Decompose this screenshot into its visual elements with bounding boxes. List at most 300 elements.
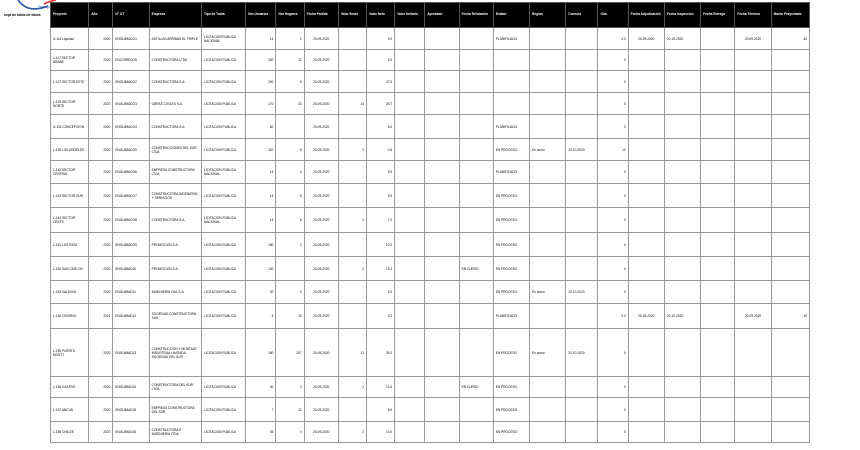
table-cell: LICITACION PUBLICA NACIONAL xyxy=(201,208,245,233)
column-header[interactable]: Obs. xyxy=(598,3,628,28)
table-cell: CONSTRUCTORA LTDA xyxy=(149,50,201,71)
table-cell xyxy=(701,304,735,329)
table-cell xyxy=(395,398,425,422)
table-cell xyxy=(701,50,735,71)
table-row[interactable] xyxy=(51,139,810,161)
table-row[interactable] xyxy=(51,281,810,304)
table-cell xyxy=(530,50,566,71)
table-cell: 0.2 xyxy=(367,304,395,329)
table-cell xyxy=(395,208,425,233)
table-row[interactable] xyxy=(51,50,810,71)
table-cell xyxy=(425,115,459,139)
table-cell xyxy=(771,281,809,304)
table-cell: 20-09-2020 xyxy=(628,28,664,50)
table-cell xyxy=(459,139,493,161)
table-cell: 2020 xyxy=(89,139,113,161)
table-cell: 2 xyxy=(276,28,304,50)
table-cell xyxy=(459,208,493,233)
table-cell xyxy=(628,233,664,257)
table-cell: 4.0 xyxy=(367,50,395,71)
column-header[interactable]: Fecha Inspección xyxy=(664,3,700,28)
table-cell: 2020 xyxy=(89,377,113,398)
table-cell xyxy=(395,377,425,398)
table-cell xyxy=(566,257,598,281)
table-cell: L-155 PUERTO MONTT xyxy=(51,329,89,377)
table-cell xyxy=(395,184,425,208)
table-cell xyxy=(459,329,493,377)
table-cell xyxy=(425,377,459,398)
table-cell xyxy=(566,93,598,115)
table-cell xyxy=(771,184,809,208)
table-cell: 2020 xyxy=(89,184,113,208)
table-cell xyxy=(664,161,700,184)
table-cell xyxy=(425,139,459,161)
table-cell: SOCIEDAD CONSTRUCTORA SUR xyxy=(149,304,201,329)
column-header[interactable]: Región xyxy=(530,3,566,28)
column-header[interactable]: Fecha Partida xyxy=(304,3,338,28)
table-cell xyxy=(425,184,459,208)
table-cell: 20-09-2020 xyxy=(735,304,771,329)
table-cell xyxy=(530,184,566,208)
table-cell xyxy=(664,422,700,443)
table-cell: EMPRESA CONSTRUCTORA DEL SUR xyxy=(149,398,201,422)
table-cell: 9.0 xyxy=(367,184,395,208)
table-row[interactable] xyxy=(51,184,810,208)
table-cell: LICITACION PUBLICA xyxy=(201,184,245,208)
table-cell: ENGUIMADO4 xyxy=(113,115,149,139)
table-cell xyxy=(566,304,598,329)
table-cell: 20-09-2020 xyxy=(304,281,338,304)
table-row[interactable] xyxy=(51,208,810,233)
table-row[interactable] xyxy=(51,161,810,184)
table-cell xyxy=(566,208,598,233)
table-cell xyxy=(530,233,566,257)
table-cell: EN CURSO xyxy=(459,257,493,281)
table-cell xyxy=(664,139,700,161)
table-cell xyxy=(701,71,735,93)
table-cell: LICITACION PUBLICA xyxy=(201,139,245,161)
table-cell: 2020 xyxy=(89,257,113,281)
table-cell: EN PROCESO xyxy=(493,208,529,233)
table-cell: 5 xyxy=(276,184,304,208)
table-cell: PROMOCION S.A. xyxy=(149,257,201,281)
table-cell: 9.0 xyxy=(367,28,395,50)
table-cell xyxy=(701,233,735,257)
table-cell: LICITACION PUBLICA NACIONAL xyxy=(201,161,245,184)
table-cell xyxy=(395,115,425,139)
table-cell xyxy=(771,257,809,281)
table-cell: 20-09-2020 xyxy=(304,71,338,93)
table-cell: 2020 xyxy=(89,161,113,184)
table-cell: ENGUIMADO7 xyxy=(113,184,149,208)
table-cell: 0 xyxy=(598,208,628,233)
column-header[interactable]: Valor Neto xyxy=(367,3,395,28)
table-cell xyxy=(566,28,598,50)
column-header[interactable]: Valor Unitario xyxy=(395,3,425,28)
table-cell: ENGUIMADO1 xyxy=(113,28,149,50)
table-cell: 20-09-2020 xyxy=(304,161,338,184)
column-header[interactable]: Fecha Refutación xyxy=(459,3,493,28)
table-cell: 2020 xyxy=(89,93,113,115)
table-cell: ENGUIMAD14 xyxy=(113,377,149,398)
table-row[interactable] xyxy=(51,398,810,422)
table-cell: 0 xyxy=(598,398,628,422)
table-cell xyxy=(771,329,809,377)
table-cell: ENGUIMAD11 xyxy=(113,281,149,304)
table-cell: PLANIFICADO xyxy=(493,304,529,329)
table-cell: ENGUIMADO8 xyxy=(113,208,149,233)
table-cell xyxy=(395,139,425,161)
table-cell: PLANIFICADO xyxy=(493,28,529,50)
table-cell: 20-09-2020 xyxy=(304,422,338,443)
table-cell: PLANIFICADO xyxy=(493,115,529,139)
table-cell: ENGUIMAD16 xyxy=(113,422,149,443)
table-cell: 7 xyxy=(246,398,276,422)
table-cell xyxy=(338,398,366,422)
table-cell xyxy=(735,257,771,281)
table-cell: 12 xyxy=(276,398,304,422)
table-cell xyxy=(664,115,700,139)
table-cell: INGENIERIA VIAL S.A. xyxy=(149,281,201,304)
table-cell xyxy=(566,115,598,139)
table-cell xyxy=(338,281,366,304)
table-cell: 19.2 xyxy=(367,257,395,281)
data-table xyxy=(50,2,810,443)
table-cell xyxy=(425,93,459,115)
table-cell: LICITACION PUBLICA xyxy=(201,422,245,443)
table-row[interactable] xyxy=(51,304,810,329)
table-row[interactable] xyxy=(51,257,810,281)
column-header[interactable]: Monto Proyectado xyxy=(771,3,809,28)
table-cell: EN PROCESO xyxy=(493,398,529,422)
table-cell: 13.0 xyxy=(367,422,395,443)
table-cell: ENGUIMADO2 xyxy=(113,71,149,93)
table-row[interactable] xyxy=(51,28,810,50)
table-cell xyxy=(425,304,459,329)
table-cell: 2020 xyxy=(89,115,113,139)
table-cell: L-158 CHILOE xyxy=(51,422,89,443)
table-cell: L-153 VALDIVIA xyxy=(51,281,89,304)
table-cell xyxy=(530,304,566,329)
column-header[interactable]: Nro Hogares xyxy=(276,3,304,28)
table-cell xyxy=(395,50,425,71)
table-cell: L-127 SECTOR ESTE xyxy=(51,71,89,93)
table-cell: LICITACION PUBLICA xyxy=(201,398,245,422)
table-cell: 2 xyxy=(338,208,366,233)
table-cell: 170 xyxy=(246,93,276,115)
table-cell xyxy=(566,377,598,398)
table-cell: LICITACION PUBLICA xyxy=(201,281,245,304)
table-cell: 12 xyxy=(276,50,304,71)
table-cell xyxy=(530,28,566,50)
table-cell: LICITACION PUBLICA xyxy=(201,115,245,139)
column-header[interactable]: Año xyxy=(89,3,113,28)
table-cell: 2020 xyxy=(89,329,113,377)
table-cell xyxy=(459,233,493,257)
table-cell: 14 xyxy=(246,28,276,50)
table-cell xyxy=(664,257,700,281)
table-cell: LICITACION PUBLICA xyxy=(201,50,245,71)
table-cell: 2 xyxy=(338,139,366,161)
table-cell: ASTILLAS ARRIBAS EL TRIPLE xyxy=(149,28,201,50)
table-cell xyxy=(701,93,735,115)
table-cell xyxy=(628,139,664,161)
table-cell xyxy=(530,93,566,115)
table-cell: LICITACION PUBLICA xyxy=(201,257,245,281)
table-cell: 4.0 xyxy=(367,281,395,304)
table-cell: En curso xyxy=(530,329,566,377)
table-cell xyxy=(701,28,735,50)
table-cell xyxy=(628,50,664,71)
table-cell xyxy=(628,208,664,233)
table-cell: 20-09-2020 xyxy=(304,304,338,329)
table-cell: 9 xyxy=(276,139,304,161)
table-cell: EN PROCESO xyxy=(493,281,529,304)
table-cell: L-151 LOS RIOS xyxy=(51,233,89,257)
table-cell xyxy=(735,115,771,139)
table-cell: EN PROCESO xyxy=(493,377,529,398)
table-cell xyxy=(395,281,425,304)
table-cell xyxy=(735,71,771,93)
table-cell: S-114 Liquidac xyxy=(51,28,89,50)
table-cell: EN PROCESO xyxy=(493,257,529,281)
table-cell: 39.2 xyxy=(367,329,395,377)
table-cell: EN PROCESO xyxy=(493,233,529,257)
column-header[interactable]: Tipo de Traba xyxy=(201,3,245,28)
table-cell: 20-10-2020 xyxy=(566,281,598,304)
table-cell: L-152 SAN CARLOS xyxy=(51,257,89,281)
table-cell xyxy=(338,184,366,208)
table-cell: 2020 xyxy=(89,233,113,257)
table-cell: 4 xyxy=(246,304,276,329)
table-cell: 14 xyxy=(338,93,366,115)
table-cell xyxy=(735,281,771,304)
table-cell: ENGUIMAD15 xyxy=(113,398,149,422)
table-cell: 0 xyxy=(598,50,628,71)
table-cell: 20-09-2020 xyxy=(628,304,664,329)
table-cell: S-134 CONCEPCION xyxy=(51,115,89,139)
table-cell xyxy=(566,233,598,257)
table-cell xyxy=(735,233,771,257)
table-cell: 4 xyxy=(276,161,304,184)
column-header[interactable]: Empresa xyxy=(149,3,201,28)
table-cell: EN PROCESO xyxy=(493,139,529,161)
table-cell xyxy=(771,208,809,233)
table-cell: 300 xyxy=(246,50,276,71)
table-cell xyxy=(425,71,459,93)
table-cell: L-142 SECTOR CENTRAL xyxy=(51,161,89,184)
table-cell xyxy=(493,71,529,93)
table-cell: 7.0 xyxy=(367,208,395,233)
table-cell: 150 xyxy=(246,329,276,377)
table-cell xyxy=(395,93,425,115)
table-row[interactable] xyxy=(51,422,810,443)
table-cell: En curso xyxy=(530,281,566,304)
table-cell xyxy=(735,208,771,233)
table-cell: OBRAS CIVILES S.A. xyxy=(149,93,201,115)
column-header[interactable]: Nro Usuarios xyxy=(246,3,276,28)
table-cell: ENGUIMAD10 xyxy=(113,257,149,281)
table-cell: 20-10-2020 xyxy=(664,28,700,50)
table-cell: 0 xyxy=(598,161,628,184)
table-cell xyxy=(459,398,493,422)
column-header[interactable]: N° OT xyxy=(113,3,149,28)
table-cell: 26.7 xyxy=(367,93,395,115)
table-cell: 0 xyxy=(598,71,628,93)
table-cell: 0 xyxy=(598,184,628,208)
table-cell xyxy=(459,93,493,115)
table-cell xyxy=(701,208,735,233)
table-cell xyxy=(459,115,493,139)
table-row[interactable] xyxy=(51,115,810,139)
table-cell xyxy=(628,161,664,184)
table-cell xyxy=(628,398,664,422)
table-cell xyxy=(701,281,735,304)
table-cell xyxy=(530,115,566,139)
column-header[interactable]: Estado xyxy=(493,3,529,28)
table-cell: EMPRESA CONSTRUCTORA LTDA xyxy=(149,161,201,184)
table-cell: L-157 ANCUD xyxy=(51,398,89,422)
table-row[interactable] xyxy=(51,233,810,257)
table-cell xyxy=(735,184,771,208)
table-cell: EN CURSO xyxy=(459,377,493,398)
table-cell xyxy=(701,422,735,443)
table-cell: 30 xyxy=(246,281,276,304)
table-cell: 47.0 xyxy=(367,71,395,93)
table-cell xyxy=(276,115,304,139)
table-cell xyxy=(530,161,566,184)
table-cell xyxy=(425,233,459,257)
table-cell: 0.3 xyxy=(598,304,628,329)
table-cell: 14 xyxy=(246,161,276,184)
table-cell xyxy=(425,28,459,50)
table-cell: 2 xyxy=(276,233,304,257)
table-cell: 0 xyxy=(598,377,628,398)
table-cell xyxy=(459,422,493,443)
table-cell xyxy=(395,71,425,93)
table-cell xyxy=(395,28,425,50)
table-cell xyxy=(530,257,566,281)
table-row[interactable] xyxy=(51,329,810,377)
table-cell xyxy=(425,422,459,443)
table-cell: 10.2 xyxy=(367,233,395,257)
table-cell: 20-09-2020 xyxy=(304,139,338,161)
table-cell: 20-09-2020 xyxy=(304,28,338,50)
table-cell xyxy=(530,398,566,422)
table-cell xyxy=(735,93,771,115)
table-cell xyxy=(395,233,425,257)
table-cell: 2020 xyxy=(89,422,113,443)
table-row[interactable] xyxy=(51,71,810,93)
table-cell: CONSTRUCTORA DEL SUR LTDA xyxy=(149,377,201,398)
table-cell: 20-09-2020 xyxy=(304,257,338,281)
table-cell xyxy=(701,257,735,281)
table-cell xyxy=(701,161,735,184)
table-cell: 200 xyxy=(246,71,276,93)
table-cell: LICITACION PUBLICA xyxy=(201,93,245,115)
table-cell: 20-10-2020 xyxy=(566,329,598,377)
table-cell xyxy=(425,398,459,422)
table-cell xyxy=(425,50,459,71)
table-cell xyxy=(425,329,459,377)
column-header[interactable]: Proyecto xyxy=(51,3,89,28)
table-cell: 2 xyxy=(276,377,304,398)
table-cell: L-144 SECTOR OESTE xyxy=(51,208,89,233)
table-cell xyxy=(701,329,735,377)
column-header[interactable]: Valor Bruto xyxy=(338,3,366,28)
table-cell xyxy=(771,50,809,71)
table-cell: 12.4 xyxy=(367,377,395,398)
table-cell xyxy=(459,71,493,93)
table-cell: 14 xyxy=(246,208,276,233)
table-cell: PROMOCION S.A. xyxy=(149,233,201,257)
table-cell: 1 xyxy=(338,377,366,398)
column-header[interactable]: Comuna xyxy=(566,3,598,28)
table-cell: 9.0 xyxy=(367,161,395,184)
table-cell: 20-09-2020 xyxy=(735,28,771,50)
table-cell xyxy=(566,161,598,184)
table-cell xyxy=(664,377,700,398)
table-cell xyxy=(425,281,459,304)
table-cell xyxy=(664,71,700,93)
table-cell xyxy=(425,257,459,281)
table-cell: 20-10-2020 xyxy=(566,139,598,161)
table-cell: CONSTRUCTORA E INGENIERIA LTDA xyxy=(149,422,201,443)
table-cell: 5.0 xyxy=(367,115,395,139)
table-row[interactable] xyxy=(51,93,810,115)
table-cell: ENGUIMADO3 xyxy=(113,93,149,115)
table-cell xyxy=(566,50,598,71)
table-cell xyxy=(395,257,425,281)
table-cell: CONSTRUCTORA INGENIERIA Y SERVICIOS xyxy=(149,184,201,208)
table-cell xyxy=(735,161,771,184)
table-cell xyxy=(771,377,809,398)
table-cell: LICITACION PUBLICA xyxy=(201,329,245,377)
table-cell xyxy=(771,161,809,184)
table-cell xyxy=(395,329,425,377)
table-cell xyxy=(425,208,459,233)
table-cell: 20-09-2020 xyxy=(304,233,338,257)
table-cell xyxy=(628,93,664,115)
table-cell xyxy=(735,139,771,161)
table-cell xyxy=(771,422,809,443)
table-cell: 23 xyxy=(276,93,304,115)
table-cell: 4 xyxy=(276,422,304,443)
table-cell: CONSTRUCTORA S.A. xyxy=(149,71,201,93)
table-cell xyxy=(664,184,700,208)
table-cell xyxy=(395,304,425,329)
table-cell: 3.6 xyxy=(367,139,395,161)
column-header[interactable]: Aprobado xyxy=(425,3,459,28)
table-cell: CONSTRUCTORA S.A. xyxy=(149,115,201,139)
table-cell: 20-10-2020 xyxy=(664,304,700,329)
table-cell: EN PROCESO xyxy=(493,422,529,443)
table-cell xyxy=(338,50,366,71)
table-cell: 180 xyxy=(246,233,276,257)
table-cell: 2020 xyxy=(89,28,113,50)
table-cell xyxy=(459,281,493,304)
table-cell: L-156 CASTRO xyxy=(51,377,89,398)
table-cell: 0 xyxy=(598,281,628,304)
table-cell xyxy=(664,208,700,233)
column-header[interactable]: Fecha Término xyxy=(735,3,771,28)
table-cell xyxy=(566,71,598,93)
table-cell: 6 xyxy=(276,208,304,233)
table-cell: 2 xyxy=(338,257,366,281)
column-header[interactable]: Fecha Entrega xyxy=(701,3,735,28)
table-row[interactable] xyxy=(51,377,810,398)
column-header[interactable]: Fecha Adjudicación xyxy=(628,3,664,28)
